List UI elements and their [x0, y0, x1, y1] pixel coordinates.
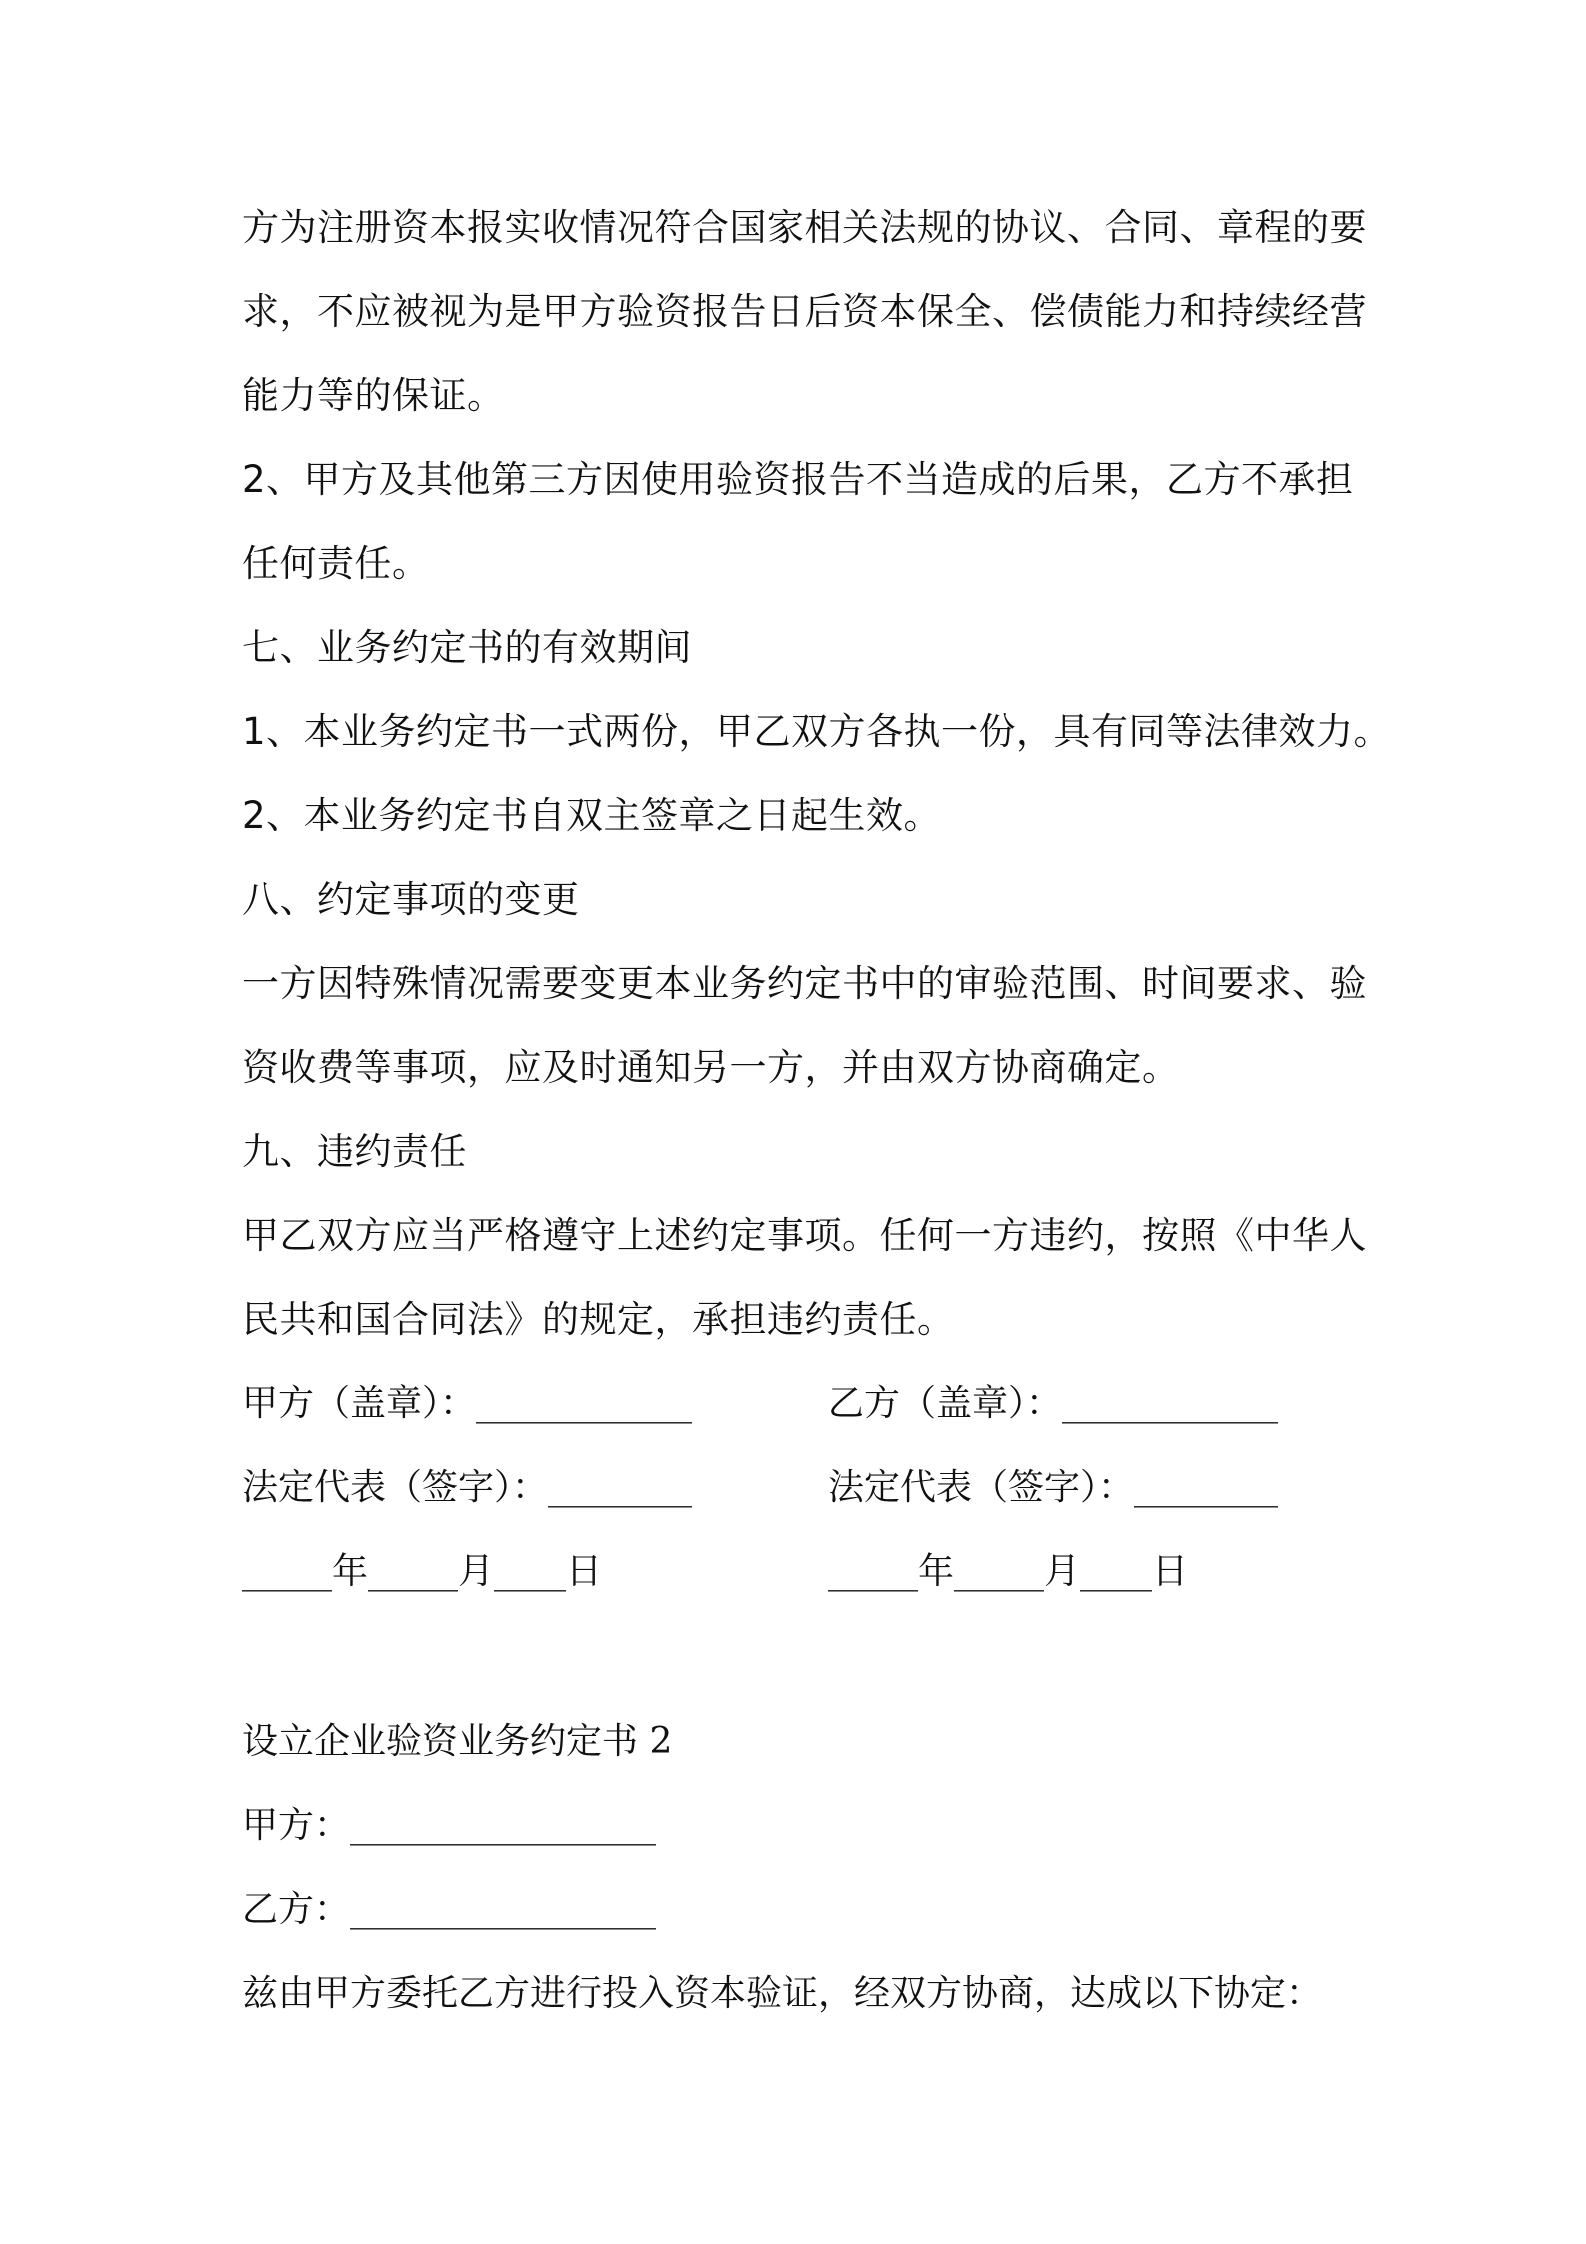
party-a-representative-field: 法定代表（签字）：________ — [242, 1467, 693, 1508]
paragraph-line: 甲乙双方应当严格遵守上述约定事项。任何一方违约，按照《中华人 — [242, 1214, 1367, 1257]
paragraph-line: 1、本业务约定书一式两份，甲乙双方各执一份，具有同等法律效力。 — [242, 710, 1392, 753]
paragraph-line: 2、本业务约定书自双主签章之日起生效。 — [242, 794, 942, 837]
paragraph-line: 一方因特殊情况需要变更本业务约定书中的审验范围、时间要求、验 — [242, 962, 1367, 1005]
section-heading: 八、约定事项的变更 — [242, 878, 580, 921]
paragraph-line: 方为注册资本报实收情况符合国家相关法规的协议、合同、章程的要 — [242, 206, 1367, 249]
paragraph-line: 民共和国合同法》的规定，承担违约责任。 — [242, 1298, 955, 1341]
paragraph-line: 能力等的保证。 — [242, 374, 505, 417]
party-b-seal-field: 乙方（盖章）：____________ — [828, 1383, 1279, 1424]
party-b-date-field: _____年_____月____日 — [828, 1551, 1188, 1592]
party-a-date-field: _____年_____月____日 — [242, 1551, 602, 1592]
paragraph-line: 2、甲方及其他第三方因使用验资报告不当造成的后果，乙方不承担 — [242, 458, 1354, 501]
section-heading: 九、违约责任 — [242, 1130, 467, 1173]
paragraph-line: 资收费等事项，应及时通知另一方，并由双方协商确定。 — [242, 1046, 1180, 1089]
party-b-field: 乙方：_________________ — [242, 1889, 657, 1930]
section-heading: 七、业务约定书的有效期间 — [242, 626, 692, 669]
paragraph-line: 求，不应被视为是甲方验资报告日后资本保全、偿债能力和持续经营 — [242, 290, 1367, 333]
party-a-seal-field: 甲方（盖章）：____________ — [242, 1383, 693, 1424]
intro-paragraph: 兹由甲方委托乙方进行投入资本验证，经双方协商，达成以下协定： — [242, 1973, 1323, 2014]
party-a-field: 甲方：_________________ — [242, 1805, 657, 1846]
document-title: 设立企业验资业务约定书 2 — [242, 1721, 673, 1762]
paragraph-line: 任何责任。 — [242, 542, 430, 585]
party-b-representative-field: 法定代表（签字）：________ — [828, 1467, 1279, 1508]
